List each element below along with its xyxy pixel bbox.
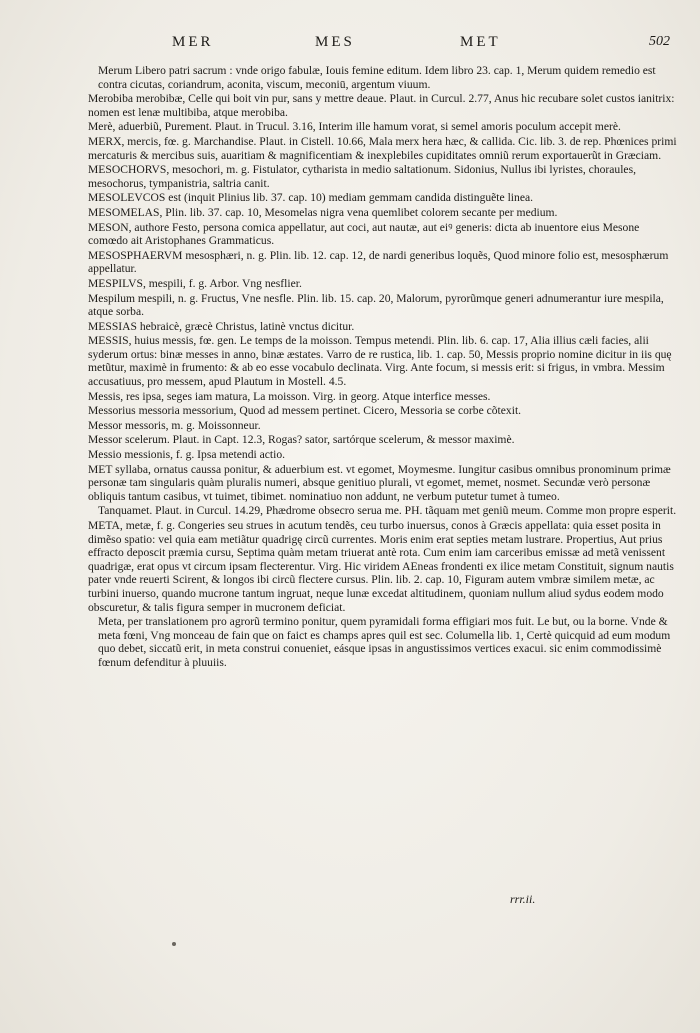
header-left: MER <box>172 34 214 50</box>
dictionary-entry: Messio messionis, f. g. Ipsa metendi actio. <box>88 448 286 462</box>
dictionary-entry: Merè, aduerbiũ, Purement. Plaut. in Trucul. 3.16, Interim ille hamum vorat, si semel amoris poculum accepit merè. <box>88 120 621 134</box>
dictionary-entry: MESOLEVCOS est (inquit Plinius lib. 37. cap. 10) mediam gemmam candida distinguẽte linea. <box>88 191 534 205</box>
ink-spot <box>172 942 176 946</box>
dictionary-entry: Merum Libero patri sacrum : vnde origo fabulæ, Iouis femine editum. Idem libro 23. cap. 1, Merum quidem remedio est contra cicutas, coriandrum, aconita, viscum, meconiū, argentum viuum. <box>98 64 656 91</box>
page-number: 502 <box>649 34 670 49</box>
header-right: MET <box>460 34 501 50</box>
dictionary-entry: Meta, per translationem pro agrorũ termino ponitur, quem pyramidali forma effigiari mos fuit. Le but, ou la borne. Vnde & meta fœni, Vng monceau de fain que on faict es champs apres quil est sec. Columella lib. 1, Certè quicquid ad eum modum quo debet, siccatũ erit, in meta construi conueniet, eásque ipsas in angustissimos vertices exacui. sic enim commodissimè fœnum defenditur à pluuiis. <box>98 615 671 669</box>
header-center: MES <box>315 34 355 50</box>
dictionary-entries <box>88 64 678 671</box>
dictionary-entry: Tanquamet. Plaut. in Curcul. 14.29, Phædrome obsecro serua me. PH. tãquam met geniũ meum. Comme mon propre esperit. <box>98 504 677 518</box>
running-header <box>150 34 670 56</box>
dictionary-entry: Messis, res ipsa, seges iam matura, La moisson. Virg. in georg. Atque interfice messes. <box>88 389 491 403</box>
dictionary-entry: MESPILVS, mespili, f. g. Arbor. Vng nesflier. <box>88 276 302 290</box>
dictionary-entry: MESSIAS hebraicè, græcè Christus, latinè vnctus dicitur. <box>88 319 355 333</box>
dictionary-entry: Messor messoris, m. g. Moissonneur. <box>88 418 261 432</box>
dictionary-entry: MESOCHORVS, mesochori, m. g. Fistulator, cytharista in medio saltationum. Sidonius, Nullus ibi lyristes, choraules, mesochorus, tympanistria, saltria canit. <box>88 163 636 190</box>
dictionary-entry: MET syllaba, ornatus caussa ponitur, & aduerbium est. vt egomet, Moymesme. Iungitur casibus omnibus pronominum primæ personæ tam singularis quàm pluralis numeri, absque genitiuo plurali, vt egomet, memet, nosmet. Secundæ verò personæ obliquis tantum casibus, vt tuimet, tibimet. nominatiuo non addunt, ne verbum putetur tumet à tumeo. <box>88 462 671 503</box>
dictionary-entry: MESON, authore Festo, persona comica appellatur, aut coci, aut nautæ, aut eiꝰ generis: dicta ab inuentore eius Mesone comœdo ait Aristophanes Grammaticus. <box>88 220 640 248</box>
dictionary-entry: META, metæ, f. g. Congeries seu strues in acutum tendẽs, ceu turbo inuersus, conos à Græcis appellata: quia esset posita in dimẽso spatio: vel quia eam metiãtur quadrigę circũ currentes. Moris enim erat septies metam lustrare. Propertius, Aut prius effracto deposcit præmia cursu, Septima quàm metam triuerat antè rota. Cum enim iam carceribus emissæ ad metã venissent quadrigæ, erat opus vt circum ipsam flecterentur. Virg. Hic viridem AEneas frondenti ex ilice metam Constituit, signum nautis pater vnde reuerti Scirent, & longos ibi circũ flectere cursus. Plin. lib. 2. cap. 10, Figuram autem vmbræ similem metæ, ac turbini inuerso, quando mucrone tantum ingruat, neque lunæ excedat altitudinem, quoniam nullum aliud sydus eodem modo obscuretur, & talis figura semper in mucronem deficiat. <box>88 519 674 614</box>
dictionary-entry: MESOMELAS, Plin. lib. 37. cap. 10, Mesomelas nigra vena quemlibet colorem secante per medium. <box>88 205 558 219</box>
dictionary-entry: MERX, mercis, fœ. g. Marchandise. Plaut. in Cistell. 10.66, Mala merx hera hæc, & callida. Cic. lib. 3. de rep. Phœnices primi mercaturis & mercibus suis, auaritiam & magnificentiam & inexplebiles cupiditates omniũ rerum exportauerũt in Græciam. <box>88 134 677 162</box>
signature-mark: rrr.ii. <box>510 892 536 906</box>
dictionary-entry: Messorius messoria messorium, Quod ad messem pertinet. Cicero, Messoria se corbe cõtexit. <box>88 404 522 418</box>
dictionary-entry: MESOSPHAERVM mesosphæri, n. g. Plin. lib. 12. cap. 12, de nardi generibus loquẽs, Quod minore folio est, mesosphærum appellatur. <box>88 248 669 276</box>
dictionary-entry: Messor scelerum. Plaut. in Capt. 12.3, Rogas? sator, sartórque scelerum, & messor maximè. <box>88 433 515 447</box>
dictionary-entry: Merobiba merobibæ, Celle qui boit vin pur, sans y mettre deaue. Plaut. in Curcul. 2.77, Anus hic recubare solet custos ianitrix: nomen est lenæ multibiba, atque merobiba. <box>88 92 675 119</box>
dictionary-entry: Mespilum mespili, n. g. Fructus, Vne nesfle. Plin. lib. 15. cap. 20, Malorum, pyrorũmque generi adnumerantur iure mespila, atque sorba. <box>88 291 664 319</box>
dictionary-entry: MESSIS, huius messis, fœ. gen. Le temps de la moisson. Tempus metendi. Plin. lib. 6. cap. 17, Alia illius cæli facies, alii syderum ortus: binæ messes in anno, binæ æstates. Varro de re rustica, lib. 1. cap. 50, Messis proprio nomine dicitur in iis quę metũtur, maximè in frumento: & ab eo esse vocabulo declinata. Virg. Ante focum, si messis erit: si frigus, in vmbra. Messim accusatiuus, pro messem, apud Plautum in Mostell. 4.5. <box>88 334 672 389</box>
